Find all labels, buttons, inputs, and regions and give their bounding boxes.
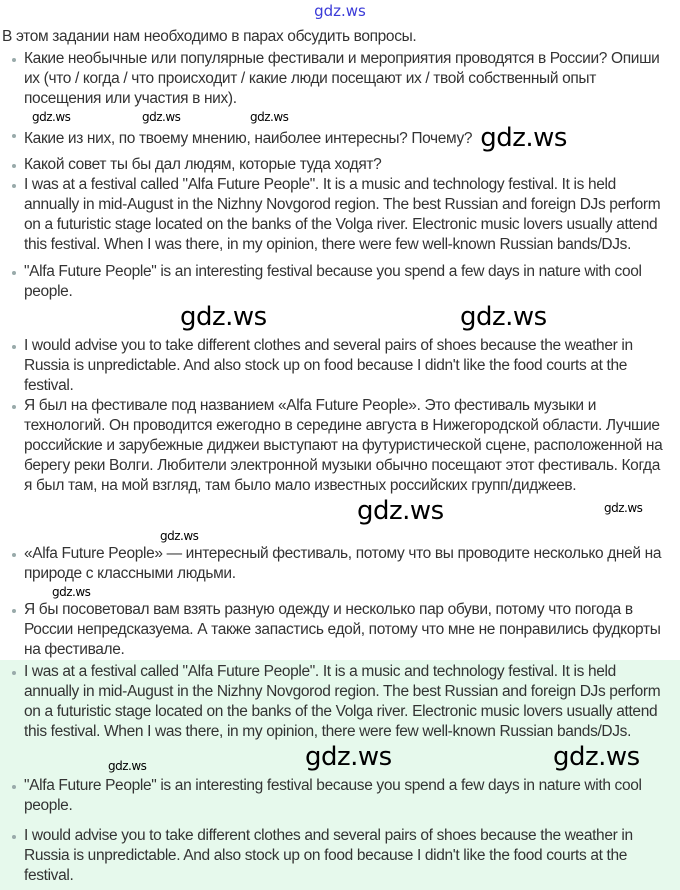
list-item	[0, 125, 680, 151]
watermark: gdz.ws	[357, 496, 444, 526]
list-item: Какой совет ты бы дал людям, которые туда ходят?	[0, 155, 680, 175]
watermark: gdz.ws	[604, 501, 643, 515]
list-item: I was at a festival called "Alfa Future People". It is a music and technology festival. It is held annually in mid-August in the Nizhny Novgorod region. The best Russian and foreign DJs perform on a futuristic stage located on the banks of the Volga river. Electronic music lovers usually attend this festival. When I was there, in my opinion, there were few well-known Russian bands/DJs.	[0, 662, 680, 742]
watermark-row	[0, 111, 680, 125]
watermark: gdz.ws	[180, 302, 267, 332]
watermark: gdz.ws	[480, 123, 567, 153]
list-item-text: Какие из них, по твоему мнению, наиболее интересны? Почему?	[24, 130, 473, 147]
watermark: gdz.ws	[52, 585, 91, 599]
watermark-row	[0, 498, 680, 530]
watermark-row	[0, 744, 680, 776]
watermark: gdz.ws	[250, 110, 289, 124]
watermark-row	[0, 530, 680, 544]
watermark: gdz.ws	[460, 302, 547, 332]
watermark: gdz.ws	[32, 110, 71, 124]
list-item: Я был на фестивале под названием «Alfa Future People». Это фестиваль музыки и технологий. Он проводится ежегодно в середине августа в Нижегородской области. Лучшие российские и зарубежные диджеи выступают на футуристической сцене, расположенной на берегу реки Волги. Любители электронной музыки обычно посещают этот фестиваль. Когда я был там, на мой взгляд, там было мало известных российских групп/диджеев.	[0, 396, 680, 496]
watermark: gdz.ws	[142, 110, 181, 124]
watermark-row	[0, 304, 680, 336]
highlighted-answer-block	[0, 660, 680, 890]
list-item: Какие необычные или популярные фестивали и мероприятия проводятся в России? Опиши их (что / когда / что происходит / какие люди посещают их / твой собственный опыт посещения или участия в них).	[0, 49, 680, 109]
intro-text: В этом задании нам необходимо в парах обсудить вопросы.	[2, 28, 417, 45]
list-item: I would advise you to take different clothes and several pairs of shoes because the weather in Russia is unpredictable. And also stock up on food because I didn't like the food courts at the festival.	[0, 336, 680, 396]
list-item: I would advise you to take different clothes and several pairs of shoes because the weather in Russia is unpredictable. And also stock up on food because I didn't like the food courts at the festival.	[0, 826, 680, 886]
list-item: Я бы посоветовал вам взять разную одежду и несколько пар обуви, потому что погода в России непредсказуема. А также запастись едой, потому что мне не понравились фудкорты на фестивале.	[0, 600, 680, 660]
watermark: gdz.ws	[108, 759, 147, 773]
list-item: «Alfa Future People» — интересный фестиваль, потому что вы проводите несколько дней на природе с классными людьми.	[0, 544, 680, 584]
watermark: gdz.ws	[160, 529, 199, 543]
list-item: I was at a festival called "Alfa Future People". It is a music and technology festival. It is held annually in mid-August in the Nizhny Novgorod region. The best Russian and foreign DJs perform on a futuristic stage located on the banks of the Volga river. Electronic music lovers usually attend this festival. When I was there, in my opinion, there were few well-known Russian bands/DJs.	[0, 175, 680, 255]
questions-list	[0, 49, 680, 660]
watermark: gdz.ws	[305, 742, 392, 772]
list-item: "Alfa Future People" is an interesting festival because you spend a few days in nature with cool people.	[0, 262, 680, 302]
header-watermark-link[interactable]: gdz.ws	[314, 2, 366, 20]
list-item: "Alfa Future People" is an interesting festival because you spend a few days in nature with cool people.	[0, 776, 680, 816]
highlighted-list	[0, 662, 680, 886]
watermark-row	[0, 586, 680, 600]
watermark: gdz.ws	[553, 742, 640, 772]
